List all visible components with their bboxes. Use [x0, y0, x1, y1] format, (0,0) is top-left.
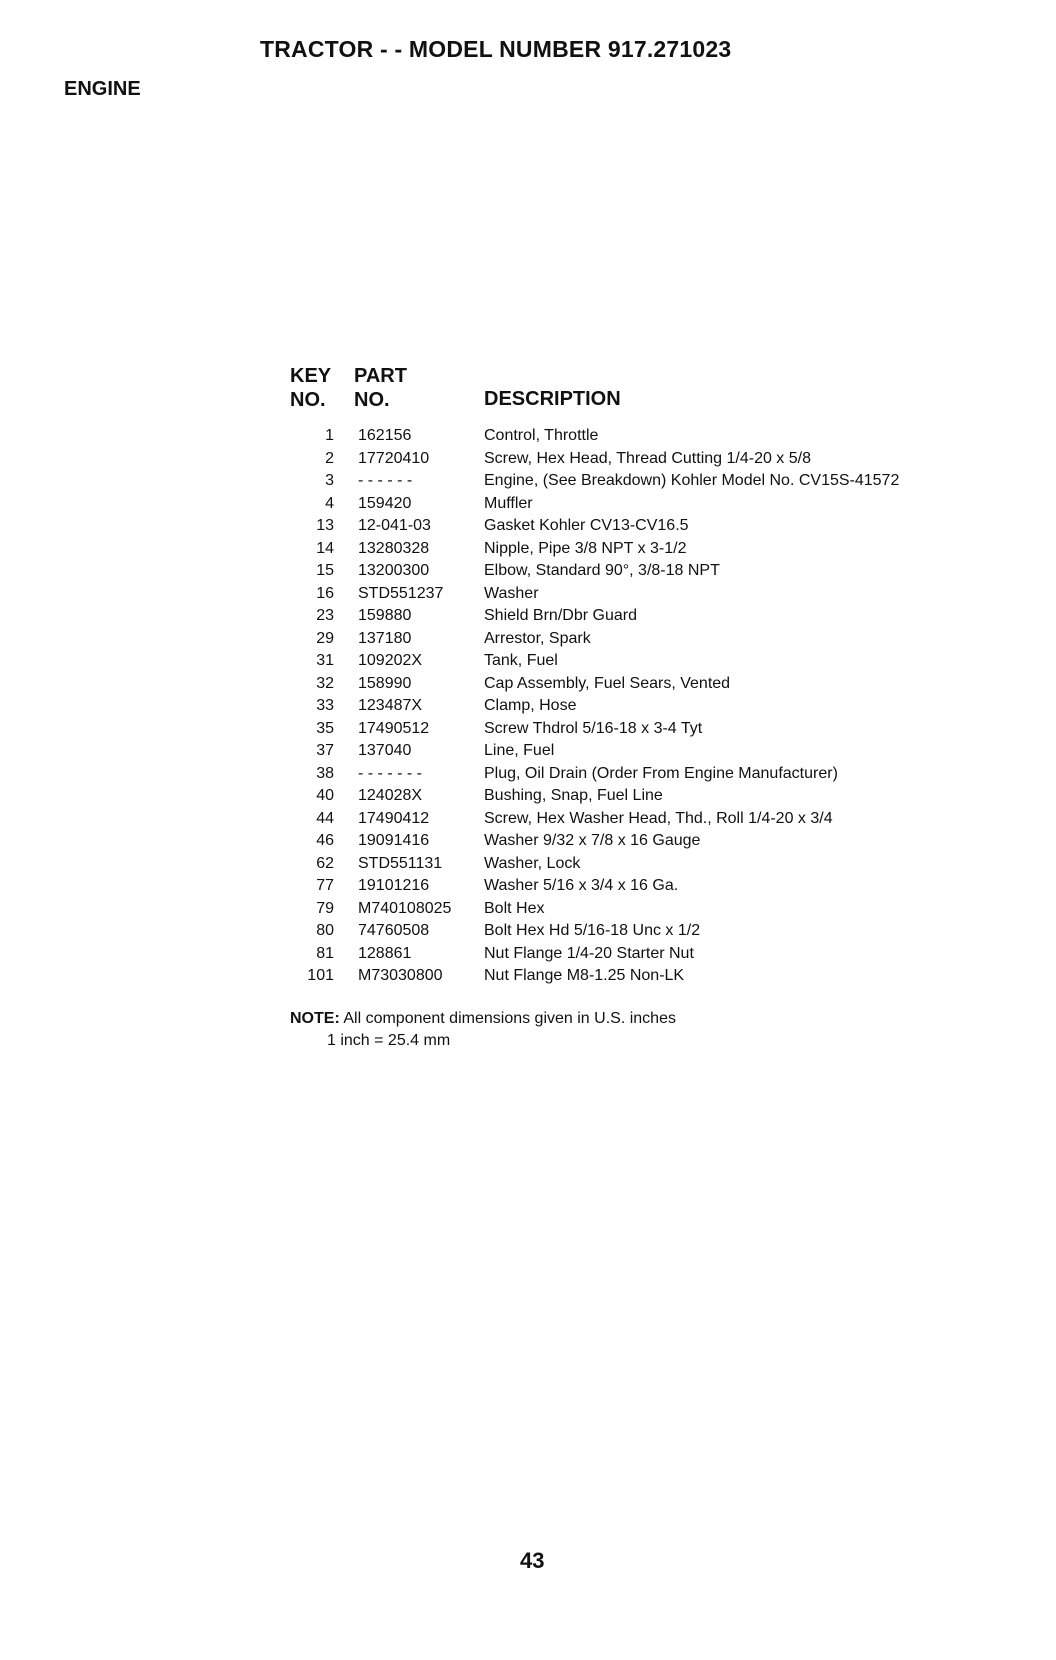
part-no: 109202X — [358, 652, 423, 669]
key-no: 38 — [316, 764, 334, 782]
key-no: 3 — [325, 472, 334, 489]
key-no: 101 — [307, 967, 334, 984]
description: Nut Flange M8-1.25 Non-LK — [484, 967, 685, 984]
description: Engine, (See Breakdown) Kohler Model No. CV15S-41572 — [484, 472, 900, 489]
description: Line, Fuel — [484, 742, 555, 759]
part-no: 17490512 — [358, 719, 430, 737]
table-row — [290, 673, 990, 696]
key-no: 81 — [316, 944, 334, 962]
description: Bolt Hex Hd 5/16-18 Unc x 1/2 — [484, 922, 701, 939]
section-title: ENGINE — [64, 78, 141, 100]
part-no: 158990 — [358, 674, 412, 692]
column-header-part-no — [354, 364, 407, 412]
part-no: 137040 — [358, 742, 412, 759]
description: Control, Throttle — [484, 427, 599, 444]
part-no: STD551131 — [358, 854, 443, 872]
table-row — [290, 763, 990, 786]
key-no: 33 — [316, 697, 334, 714]
key-no: 37 — [316, 742, 334, 759]
part-no: 12-041-03 — [358, 517, 431, 534]
key-no: 15 — [316, 562, 334, 579]
table-row — [290, 628, 990, 651]
description: Bushing, Snap, Fuel Line — [484, 787, 663, 804]
page-number: 43 — [520, 1548, 545, 1573]
table-row — [290, 965, 990, 988]
part-no: 17720410 — [358, 449, 430, 467]
part-no: 162156 — [358, 427, 412, 444]
table-row — [290, 538, 990, 561]
key-no: 44 — [316, 809, 334, 827]
description: Screw, Hex Washer Head, Thd., Roll 1/4-20 x 3/4 — [484, 809, 833, 827]
part-no: M73030800 — [358, 967, 443, 984]
key-no: 40 — [316, 787, 334, 804]
part-no: 159880 — [358, 607, 412, 624]
part-no: 13200300 — [358, 562, 430, 579]
part-no: 74760508 — [358, 922, 430, 939]
key-no: 13 — [316, 517, 334, 534]
note-label: NOTE: — [290, 1010, 340, 1027]
table-row — [290, 470, 990, 493]
table-row — [290, 853, 990, 876]
description: Nut Flange 1/4-20 Starter Nut — [484, 944, 694, 962]
table-row — [290, 808, 990, 831]
dimensions-note — [290, 1008, 676, 1030]
description: Arrestor, Spark — [484, 629, 591, 647]
key-no: 29 — [316, 629, 334, 647]
description: Bolt Hex — [484, 899, 545, 917]
key-no: 1 — [325, 427, 334, 444]
table-row — [290, 920, 990, 943]
part-no: M740108025 — [358, 899, 452, 917]
part-no: STD551237 — [358, 584, 444, 602]
key-no: 80 — [316, 922, 334, 939]
column-header-key-line2: NO. — [290, 389, 326, 411]
description: Plug, Oil Drain (Order From Engine Manufacturer) — [484, 764, 838, 782]
description: Cap Assembly, Fuel Sears, Vented — [484, 674, 731, 692]
description: Tank, Fuel — [484, 652, 558, 669]
key-no: 62 — [316, 854, 334, 872]
part-no: - - - - - - — [358, 472, 413, 489]
key-no: 16 — [316, 584, 334, 602]
table-row — [290, 830, 990, 853]
table-row — [290, 695, 990, 718]
page-title: TRACTOR - - MODEL NUMBER 917.271023 — [260, 36, 732, 62]
description: Elbow, Standard 90°, 3/8-18 NPT — [484, 562, 720, 579]
description: Washer 9/32 x 7/8 x 16 Gauge — [484, 832, 701, 849]
part-no: 137180 — [358, 629, 412, 647]
key-no: 4 — [325, 494, 334, 512]
key-no: 2 — [325, 449, 334, 467]
part-no: 123487X — [358, 697, 423, 714]
column-header-key-no — [290, 364, 331, 412]
table-row — [290, 515, 990, 538]
table-row — [290, 605, 990, 628]
note-text: All component dimensions given in U.S. inches — [339, 1010, 676, 1027]
key-no: 31 — [316, 652, 334, 669]
table-row — [290, 740, 990, 763]
part-no: 124028X — [358, 787, 423, 804]
table-row — [290, 425, 990, 448]
part-no: 19091416 — [358, 832, 430, 849]
table-row — [290, 560, 990, 583]
description: Shield Brn/Dbr Guard — [484, 607, 637, 624]
column-header-part-line2: NO. — [354, 389, 390, 411]
parts-list — [290, 425, 990, 988]
table-row — [290, 875, 990, 898]
part-no: 17490412 — [358, 809, 430, 827]
key-no: 32 — [316, 674, 334, 692]
key-no: 35 — [316, 719, 334, 737]
description: Screw Thdrol 5/16-18 x 3-4 Tyt — [484, 719, 703, 737]
table-row — [290, 493, 990, 516]
description: Gasket Kohler CV13-CV16.5 — [484, 517, 689, 534]
key-no: 14 — [316, 539, 334, 557]
table-row — [290, 898, 990, 921]
description: Screw, Hex Head, Thread Cutting 1/4-20 x 5/8 — [484, 449, 811, 467]
key-no: 77 — [316, 877, 334, 894]
table-row — [290, 583, 990, 606]
description: Washer 5/16 x 3/4 x 16 Ga. — [484, 877, 679, 894]
description: Nipple, Pipe 3/8 NPT x 3-1/2 — [484, 539, 687, 557]
unit-conversion: 1 inch = 25.4 mm — [327, 1032, 451, 1049]
key-no: 23 — [316, 607, 334, 624]
description: Washer, Lock — [484, 854, 581, 872]
table-row — [290, 943, 990, 966]
description: Washer — [484, 584, 539, 602]
part-no: 128861 — [358, 944, 412, 962]
key-no: 46 — [316, 832, 334, 849]
column-header-description: DESCRIPTION — [484, 388, 621, 410]
description: Clamp, Hose — [484, 697, 577, 714]
part-no: 13280328 — [358, 539, 430, 557]
description: Muffler — [484, 494, 533, 512]
part-no: - - - - - - - — [358, 764, 422, 782]
part-no: 19101216 — [358, 877, 430, 894]
table-row — [290, 785, 990, 808]
table-row — [290, 650, 990, 673]
part-no: 159420 — [358, 494, 412, 512]
column-header-key-line1: KEY — [290, 365, 332, 387]
table-row — [290, 448, 990, 471]
table-row — [290, 718, 990, 741]
key-no: 79 — [316, 899, 334, 917]
column-header-part-line1: PART — [354, 365, 407, 387]
